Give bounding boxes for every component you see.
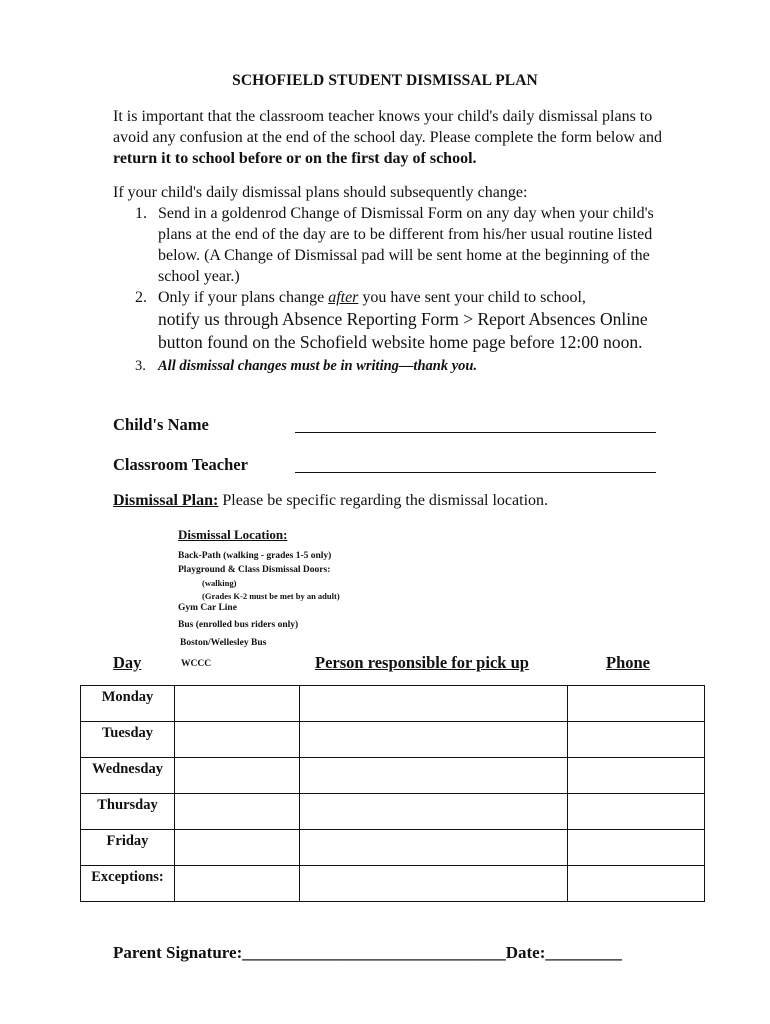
day-cell: Monday: [81, 686, 175, 722]
step-number: 2.: [135, 289, 147, 306]
dismissal-plan-label: Dismissal Plan:: [113, 492, 219, 509]
date-label: Date:: [505, 943, 546, 962]
step-text-large: notify us through Absence Reporting Form > Report Absences Online button found on the Schofield website home page before 12:00 noon.: [158, 309, 648, 352]
phone-cell[interactable]: [568, 758, 705, 794]
step-number: 3.: [135, 358, 146, 374]
day-cell: Thursday: [81, 794, 175, 830]
person-cell[interactable]: [300, 758, 568, 794]
change-instructions: [113, 182, 673, 377]
intro-paragraph: [113, 106, 673, 169]
page-title: SCHOFIELD STUDENT DISMISSAL PLAN: [232, 72, 538, 89]
step-text: Only if your plans change: [158, 289, 329, 306]
change-intro: If your child's daily dismissal plans should subsequently change:: [113, 184, 528, 201]
person-cell[interactable]: [300, 686, 568, 722]
step-1: [113, 203, 673, 287]
step-text: All dismissal changes must be in writing—thank you.: [158, 358, 478, 374]
classroom-teacher-field[interactable]: [295, 472, 656, 473]
step-2: [113, 287, 673, 354]
location-cell[interactable]: [175, 686, 300, 722]
parent-signature-label: Parent Signature:: [113, 943, 243, 962]
date-field[interactable]: _________: [545, 943, 622, 962]
table-row: [81, 830, 705, 866]
intro-text: It is important that the classroom teacher knows your child's daily dismissal plans to avoid any confusion at the end of the school day. Please complete the form below and: [113, 108, 663, 146]
location-option: Back-Path (walking - grades 1-5 only): [178, 551, 332, 561]
dismissal-plan-heading: [113, 492, 548, 510]
table-row: [81, 686, 705, 722]
location-note: (Grades K-2 must be met by an adult): [202, 591, 340, 601]
step-text: Send in a goldenrod Change of Dismissal Form on any day when your child's plans at the end of the day are to be different from his/her usual routine listed below. (A Change of Dismissal pad will be sent home at the beginning of the school year.): [158, 205, 654, 285]
dismissal-schedule-table: [80, 685, 705, 902]
person-cell[interactable]: [300, 830, 568, 866]
location-cell[interactable]: [175, 830, 300, 866]
location-note: (walking): [202, 578, 237, 588]
location-cell[interactable]: [175, 866, 300, 902]
step-number: 1.: [135, 205, 147, 222]
phone-cell[interactable]: [568, 794, 705, 830]
location-option: Gym Car Line: [178, 603, 237, 613]
day-cell: Friday: [81, 830, 175, 866]
dismissal-location-heading: Dismissal Location:: [178, 527, 288, 542]
location-cell[interactable]: [175, 722, 300, 758]
person-cell[interactable]: [300, 722, 568, 758]
column-header-day: Day: [113, 653, 142, 672]
column-header-person: Person responsible for pick up: [315, 653, 529, 672]
location-option: Boston/Wellesley Bus: [180, 638, 267, 648]
dismissal-plan-text: Please be specific regarding the dismissal location.: [218, 492, 549, 509]
step-text: you have sent your child to school,: [358, 289, 586, 306]
table-row: [81, 866, 705, 902]
phone-cell[interactable]: [568, 722, 705, 758]
phone-cell[interactable]: [568, 686, 705, 722]
intro-bold-text: return it to school before or on the first day of school.: [113, 150, 477, 167]
change-steps-list: [113, 203, 673, 377]
child-name-field[interactable]: [295, 432, 656, 433]
signature-row: [113, 943, 622, 963]
phone-cell[interactable]: [568, 830, 705, 866]
table-row: [81, 722, 705, 758]
location-cell[interactable]: [175, 758, 300, 794]
day-cell: Tuesday: [81, 722, 175, 758]
location-option: Bus (enrolled bus riders only): [178, 620, 299, 630]
location-cell[interactable]: [175, 794, 300, 830]
person-cell[interactable]: [300, 794, 568, 830]
phone-cell[interactable]: [568, 866, 705, 902]
classroom-teacher-label: Classroom Teacher: [113, 455, 248, 474]
day-cell: Exceptions:: [81, 866, 175, 902]
table-row: [81, 758, 705, 794]
location-option: Playground & Class Dismissal Doors:: [178, 565, 331, 575]
child-name-label: Child's Name: [113, 415, 209, 434]
day-cell: Wednesday: [81, 758, 175, 794]
step-emphasis: after: [328, 289, 359, 306]
column-header-phone: Phone: [606, 653, 651, 672]
step-3: [113, 356, 673, 377]
parent-signature-field[interactable]: _______________________________: [242, 943, 506, 962]
table-row: [81, 794, 705, 830]
person-cell[interactable]: [300, 866, 568, 902]
location-option: WCCC: [181, 659, 212, 669]
